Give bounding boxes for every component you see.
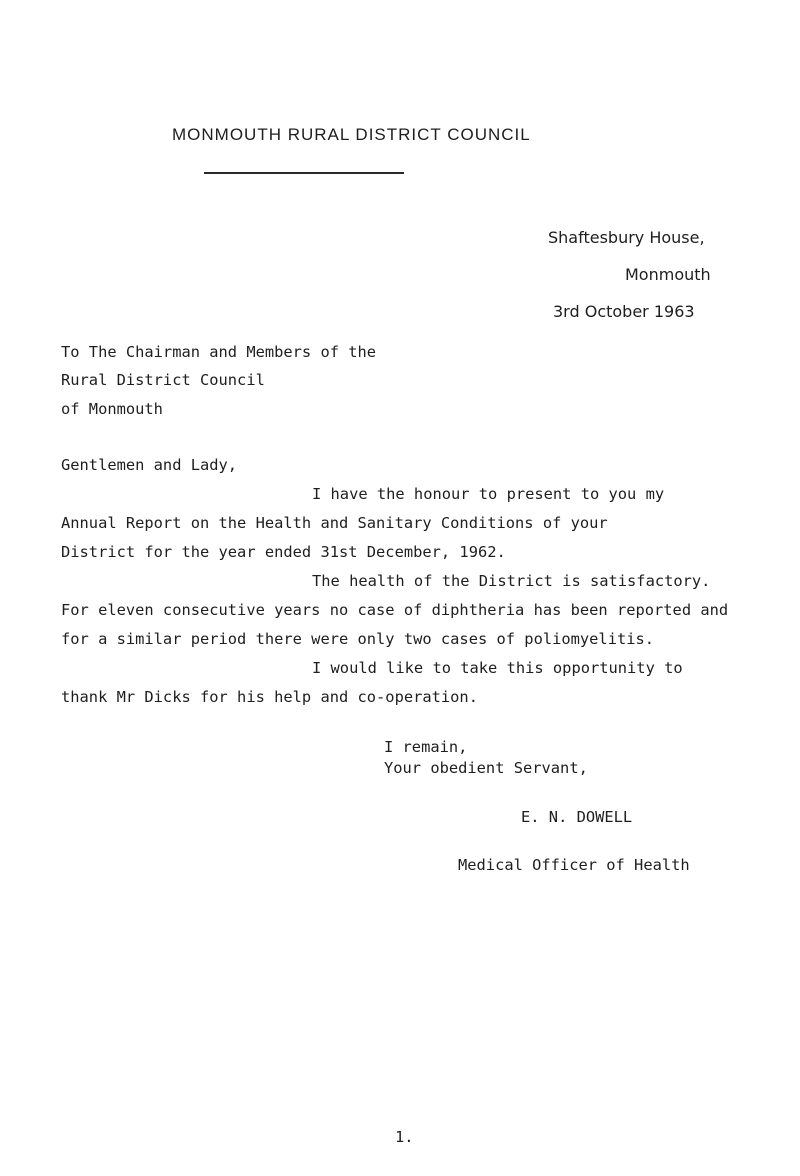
sender-address-line1: Shaftesbury House,: [548, 228, 705, 247]
paragraph1-line2: Annual Report on the Health and Sanitary Conditions of your: [61, 514, 608, 532]
letter-date: 3rd October 1963: [553, 302, 695, 321]
paragraph2-line1: The health of the District is satisfactory.: [312, 572, 711, 590]
recipient-line1: To The Chairman and Members of the: [61, 343, 377, 361]
paragraph3-line1: I would like to take this opportunity to: [312, 659, 683, 677]
paragraph2-line3: for a similar period there were only two cases of poliomyelitis.: [61, 630, 655, 648]
recipient-line3: of Monmouth: [61, 400, 163, 418]
recipient-line2: Rural District Council: [61, 371, 265, 389]
closing-line1: I remain,: [384, 738, 468, 756]
signatory-name: E. N. DOWELL: [521, 808, 633, 826]
paragraph2-line2: For eleven consecutive years no case of diphtheria has been reported and: [61, 601, 729, 619]
salutation: Gentlemen and Lady,: [61, 456, 238, 474]
closing-line2: Your obedient Servant,: [384, 759, 588, 777]
sender-address-line2: Monmouth: [625, 265, 711, 284]
paragraph1-line3: District for the year ended 31st December, 1962.: [61, 543, 506, 561]
header-rule: [204, 172, 404, 174]
paragraph1-line1: I have the honour to present to you my: [312, 485, 665, 503]
paragraph3-line2: thank Mr Dicks for his help and co-operation.: [61, 688, 478, 706]
page-number: 1.: [395, 1128, 414, 1146]
signatory-title: Medical Officer of Health: [458, 856, 690, 874]
council-header: MONMOUTH RURAL DISTRICT COUNCIL: [172, 125, 531, 144]
